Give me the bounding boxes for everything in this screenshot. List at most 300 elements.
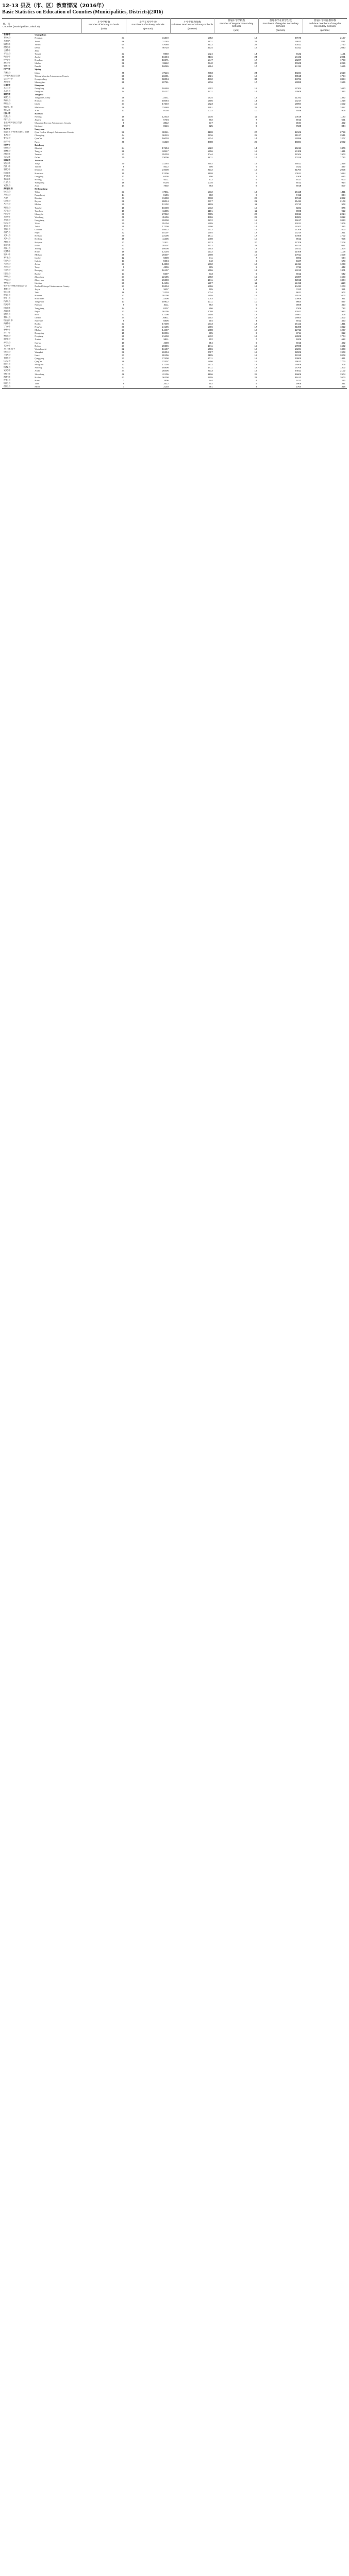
- row-name-zh: 洮南市: [4, 152, 11, 156]
- cell-value: 2902: [340, 140, 345, 143]
- column-header-en: Enrolment of Regular Secondary Schools: [262, 22, 299, 28]
- table-title-zh: 12-13 县及（市、区）教育情况（2016年）: [2, 3, 107, 9]
- cell-value: 11: [254, 209, 257, 212]
- column-header-zh: 小学在校学生数: [139, 21, 157, 24]
- cell-value: 31245: [162, 162, 169, 165]
- row-name-zh: 柳河县: [4, 103, 11, 106]
- cell-value: 17: [254, 222, 257, 225]
- cell-value: 20: [254, 212, 257, 215]
- cell-value: 27: [122, 103, 125, 106]
- cell-value: 17106: [162, 313, 169, 316]
- row-name-en: Fangzheng: [35, 194, 45, 197]
- cell-value: 7206: [296, 307, 302, 310]
- cell-value: 517: [209, 122, 213, 124]
- row-name-zh: 北安市: [4, 344, 11, 347]
- cell-value: 3112: [208, 43, 213, 46]
- cell-value: 7: [255, 257, 257, 260]
- cell-value: 23401: [162, 74, 169, 77]
- row-name-en: Fuyu: [35, 140, 40, 143]
- row-name-zh: 兰西县: [4, 353, 11, 357]
- cell-value: 9221: [296, 206, 302, 209]
- cell-value: 402: [209, 382, 213, 385]
- cell-value: 16: [122, 291, 125, 294]
- cell-value: 11203: [162, 291, 169, 294]
- cell-value: 10: [254, 238, 257, 241]
- cell-value: 13104: [162, 250, 169, 253]
- row-name-en: Tahe: [35, 382, 39, 385]
- cell-value: 5911: [163, 338, 169, 341]
- cell-value: 702: [209, 338, 213, 341]
- cell-value: 18: [254, 162, 257, 165]
- cell-value: 2405: [207, 212, 213, 215]
- cell-value: 22: [122, 231, 125, 234]
- cell-value: 1411: [208, 366, 213, 369]
- row-name-zh: 林口县: [4, 316, 11, 319]
- cell-value: 2705: [207, 376, 213, 379]
- row-name-zh: 安达市: [4, 369, 11, 372]
- cell-value: 834: [341, 194, 345, 197]
- cell-value: 1784: [340, 74, 345, 77]
- cell-value: 10: [254, 109, 257, 112]
- row-name-en: Yitong Manchu Autonomous County: [35, 74, 69, 77]
- row-name-en: Sunwu: [35, 341, 41, 344]
- cell-value: 32: [122, 350, 125, 353]
- cell-value: 978: [341, 203, 345, 206]
- cell-value: 31: [122, 37, 125, 40]
- cell-value: 22105: [162, 275, 169, 278]
- cell-value: 4013: [296, 341, 302, 344]
- cell-value: 29016: [294, 106, 302, 109]
- row-name-en: Longjiang: [35, 218, 44, 222]
- cell-value: 9104: [163, 181, 169, 184]
- cell-value: 1305: [340, 363, 345, 366]
- cell-value: 1502: [340, 103, 345, 106]
- cell-value: 11205: [162, 238, 169, 241]
- cell-value: 1406: [207, 269, 213, 272]
- cell-value: 3044: [296, 122, 302, 124]
- row-name-en: Baishan: [35, 112, 43, 115]
- cell-value: 1812: [207, 335, 213, 338]
- cell-value: 25: [254, 134, 257, 137]
- row-name-en: Wangkui: [35, 350, 43, 353]
- row-name-zh: 桦川县: [4, 297, 11, 300]
- cell-value: 36208: [162, 376, 169, 379]
- cell-value: 17208: [294, 228, 302, 231]
- row-name-zh: 讷河市: [4, 244, 11, 247]
- cell-value: 7: [255, 118, 257, 121]
- cell-value: 23: [122, 269, 125, 272]
- row-name-en: Boli: [35, 313, 39, 316]
- cell-value: 3711: [296, 266, 302, 269]
- row-name-en: Huinan: [35, 99, 42, 103]
- cell-value: 2167: [340, 37, 345, 40]
- row-name-en: Hailin: [35, 323, 41, 325]
- row-name-en: Changchun: [35, 33, 46, 37]
- cell-value: 20306: [162, 344, 169, 347]
- cell-value: 1702: [340, 234, 345, 238]
- cell-value: 806: [209, 175, 213, 178]
- cell-value: 504: [209, 319, 213, 322]
- cell-value: 1308: [207, 329, 213, 332]
- cell-value: 9: [255, 332, 257, 335]
- cell-value: 2413: [296, 379, 302, 382]
- cell-value: 3012: [340, 215, 345, 218]
- cell-value: 2704: [296, 385, 302, 388]
- row-name-en: Jiayin: [35, 287, 41, 291]
- cell-value: 1108: [208, 172, 213, 175]
- cell-value: 2806: [163, 379, 169, 382]
- cell-value: 52: [122, 131, 125, 134]
- cell-value: 5913: [296, 118, 302, 121]
- cell-value: 30: [122, 162, 125, 165]
- cell-value: 2713: [340, 43, 345, 46]
- row-name-en: Yushu: [35, 43, 41, 46]
- cell-value: [126, 33, 170, 37]
- cell-value: 1911: [340, 357, 345, 360]
- cell-value: 17240: [162, 103, 169, 106]
- cell-value: 1302: [340, 366, 345, 369]
- cell-value: 15: [254, 253, 257, 256]
- cell-value: 19: [122, 115, 125, 118]
- cell-value: 1908: [340, 350, 345, 353]
- cell-value: 292: [341, 379, 345, 382]
- cell-value: 21: [122, 263, 125, 266]
- cell-value: 8: [123, 165, 125, 168]
- cell-value: 16806: [162, 366, 169, 369]
- row-name-zh: 木兰县: [4, 203, 11, 206]
- cell-value: 1511: [340, 149, 345, 152]
- cell-value: 1312: [207, 263, 213, 266]
- cell-value: 2108: [340, 200, 345, 203]
- cell-value: 9132: [296, 52, 302, 55]
- row-name-zh: 长白朝鲜族自治县: [4, 122, 22, 124]
- cell-value: 19: [122, 250, 125, 253]
- row-name-en: Kedong: [35, 238, 42, 241]
- page: [0, 0, 349, 389]
- row-name-zh: 延吉市: [4, 162, 11, 165]
- cell-value: 34: [122, 369, 125, 372]
- cell-value: 8714: [296, 332, 302, 335]
- cell-value: 23811: [295, 212, 302, 215]
- row-name-en: Taonan: [35, 152, 42, 156]
- row-name-zh: 青冈县: [4, 357, 11, 360]
- column-header: [303, 19, 347, 33]
- cell-value: 33511: [295, 43, 302, 46]
- cell-value: 12: [254, 313, 257, 316]
- cell-value: 17411: [295, 65, 302, 68]
- row-name-en: Binxian: [35, 197, 42, 200]
- row-name-zh: 大安市: [4, 156, 11, 159]
- cell-value: 5: [255, 266, 257, 269]
- cell-value: 4912: [296, 319, 302, 322]
- row-name-zh: 宾县: [4, 197, 8, 200]
- row-name-en: Zhenlai: [35, 146, 42, 149]
- cell-value: 14203: [162, 263, 169, 266]
- cell-value: 18905: [294, 335, 302, 338]
- row-name-zh: 绥芬河市: [4, 319, 13, 322]
- cell-value: 17104: [162, 363, 169, 366]
- row-name-en: Mohe: [35, 385, 40, 388]
- cell-value: 23: [122, 323, 125, 325]
- row-name-en: Ning'an: [35, 326, 42, 329]
- cell-value: 2417: [340, 106, 345, 109]
- row-name-en: Helong: [35, 178, 42, 181]
- cell-value: 914: [341, 181, 345, 184]
- column-header-en: Number of Primary Schools: [89, 24, 119, 27]
- cell-value: 15: [254, 228, 257, 231]
- cell-value: 36808: [294, 372, 302, 376]
- cell-value: 17: [254, 278, 257, 281]
- row-name-zh: 漠河县: [4, 385, 11, 388]
- cell-value: 46: [122, 40, 125, 43]
- cell-value: 25: [122, 87, 125, 90]
- cell-value: 902: [341, 291, 345, 294]
- row-name-zh: 呼玛县: [4, 379, 11, 382]
- row-name-en: Mingshui: [35, 363, 44, 366]
- row-name-en: Lindian: [35, 281, 42, 284]
- cell-value: 9812: [296, 238, 302, 241]
- row-name-en: Zhaozhou: [35, 275, 44, 278]
- cell-value: 1311: [340, 191, 345, 194]
- cell-value: 23106: [162, 234, 169, 238]
- cell-value: 844: [341, 125, 345, 128]
- row-name-zh: 辉南县: [4, 99, 11, 103]
- cell-value: 14: [254, 90, 257, 93]
- cell-value: 8: [255, 194, 257, 197]
- cell-value: 12: [254, 231, 257, 234]
- cell-value: 36219: [162, 134, 169, 137]
- row-name-zh: 通化县: [4, 96, 11, 99]
- cell-value: 22906: [294, 350, 302, 353]
- cell-value: 11: [122, 118, 125, 121]
- cell-value: 7: [255, 175, 257, 178]
- cell-value: 1411: [208, 90, 213, 93]
- cell-value: 25203: [162, 152, 169, 156]
- cell-value: 27: [122, 344, 125, 347]
- cell-value: 482: [341, 341, 345, 344]
- row-name-en: Nehe: [35, 244, 40, 247]
- column-header: [82, 19, 126, 33]
- cell-value: 16003: [162, 137, 169, 140]
- row-name-zh: 庆安县: [4, 360, 11, 363]
- cell-value: 14: [254, 137, 257, 140]
- cell-value: 22: [122, 347, 125, 350]
- cell-value: 9: [123, 122, 125, 124]
- cell-value: 712: [209, 178, 213, 181]
- row-name-zh: 依兰县: [4, 191, 11, 194]
- cell-value: 24: [254, 56, 257, 59]
- cell-value: 8: [123, 382, 125, 385]
- cell-value: 14013: [294, 269, 302, 272]
- cell-value: 8516: [163, 125, 169, 128]
- cell-value: 15: [254, 87, 257, 90]
- cell-value: 1705: [207, 294, 213, 297]
- cell-value: 22307: [162, 360, 169, 363]
- cell-value: 21308: [294, 326, 302, 329]
- cell-value: 12: [254, 263, 257, 266]
- row-name-zh: 宁安市: [4, 326, 11, 329]
- cell-value: 24: [122, 146, 125, 149]
- cell-value: 6405: [163, 175, 169, 178]
- row-name-en: Ji'an: [35, 109, 39, 112]
- row-name-en: Hulin: [35, 250, 40, 253]
- row-name-en: Keshan: [35, 234, 42, 238]
- cell-value: 10: [254, 206, 257, 209]
- cell-value: 20311: [295, 46, 302, 49]
- row-name-en: Changbai Korean Autonomous County: [35, 122, 71, 124]
- cell-value: 26: [254, 372, 257, 376]
- cell-value: 1412: [207, 363, 213, 366]
- cell-value: 651: [341, 118, 345, 121]
- cell-value: 33: [254, 77, 257, 80]
- row-name-zh: 逊克县: [4, 338, 11, 341]
- cell-value: 2011: [340, 40, 345, 43]
- cell-value: 27: [122, 275, 125, 278]
- cell-value: 11: [122, 178, 125, 181]
- cell-value: 1011: [208, 300, 213, 303]
- cell-value: 18: [254, 310, 257, 313]
- cell-value: 6: [255, 272, 257, 275]
- cell-value: 7846: [296, 109, 302, 112]
- cell-value: 14106: [162, 281, 169, 284]
- column-header: [170, 19, 214, 33]
- column-header-en: Full-time Teachers of Primary Schools: [171, 24, 213, 27]
- cell-value: 17: [122, 300, 125, 303]
- row-name-zh: 永吉县: [4, 52, 11, 55]
- cell-value: 505: [209, 266, 213, 269]
- row-name-zh: 尚志市: [4, 212, 11, 215]
- cell-value: 1306: [340, 313, 345, 316]
- cell-value: 31208: [162, 197, 169, 200]
- cell-value: 1012: [207, 206, 213, 209]
- column-header-en: Counties (Municipalities, Districts): [3, 26, 40, 29]
- cell-value: 10: [122, 341, 125, 344]
- cell-value: 1806: [207, 360, 213, 363]
- cell-value: 2044: [207, 152, 213, 156]
- cell-value: 2043: [340, 46, 345, 49]
- cell-value: 23805: [294, 357, 302, 360]
- cell-value: 2904: [340, 372, 345, 376]
- cell-value: 20: [254, 241, 257, 244]
- cell-value: 22011: [295, 222, 302, 225]
- cell-value: 2102: [340, 369, 345, 372]
- cell-value: 26204: [162, 350, 169, 353]
- cell-value: 361: [341, 287, 345, 291]
- cell-value: 18065: [162, 65, 169, 68]
- cell-value: 12: [122, 257, 125, 260]
- cell-value: 18450: [162, 87, 169, 90]
- cell-value: 1610: [340, 87, 345, 90]
- cell-value: 1811: [208, 234, 213, 238]
- cell-value: 453: [341, 319, 345, 322]
- cell-value: 41220: [162, 140, 169, 143]
- cell-value: 912: [341, 209, 345, 212]
- cell-value: 33: [122, 353, 125, 357]
- cell-value: 612: [341, 338, 345, 341]
- cell-value: 11: [254, 250, 257, 253]
- row-name-zh: 抚远市: [4, 303, 11, 307]
- row-name-en: Wudalianchi: [35, 347, 47, 350]
- cell-value: 15118: [295, 191, 302, 194]
- cell-value: 1032: [207, 109, 213, 112]
- cell-value: 64: [122, 43, 125, 46]
- table-body: [2, 33, 347, 389]
- cell-value: 27: [254, 131, 257, 134]
- cell-value: 4812: [296, 272, 302, 275]
- row-name-en: Qian Gorlos Mongol Autonomous County: [35, 131, 74, 134]
- cell-value: 1406: [207, 347, 213, 350]
- row-name-en: Tonghua: [35, 93, 44, 96]
- cell-value: 712: [341, 307, 345, 310]
- cell-value: 9: [255, 172, 257, 175]
- cell-value: 902: [209, 194, 213, 197]
- cell-value: 31349: [162, 37, 169, 40]
- cell-value: 31127: [295, 134, 302, 137]
- row-name-zh: 榆树市: [4, 43, 11, 46]
- cell-value: 18: [254, 152, 257, 156]
- cell-value: 15211: [295, 146, 302, 149]
- cell-value: 437: [341, 165, 345, 168]
- row-name-en: Dongliao: [35, 90, 44, 93]
- row-name-en: Meihekou: [35, 106, 44, 109]
- column-header-zh: 普通中学专任教师数: [313, 20, 336, 22]
- row-name-zh: 鸡东县: [4, 247, 11, 250]
- cell-value: 9: [255, 291, 257, 294]
- row-name-en: Fusong: [35, 115, 42, 118]
- cell-value: [214, 33, 259, 37]
- cell-value: 18: [254, 350, 257, 353]
- cell-value: 1602: [207, 87, 213, 90]
- cell-value: 12711: [295, 329, 302, 332]
- cell-value: 33: [122, 310, 125, 313]
- cell-value: 16204: [162, 56, 169, 59]
- cell-value: 15904: [294, 103, 302, 106]
- row-name-en: Dongning: [35, 332, 44, 335]
- row-name-en: Youyi: [35, 266, 41, 269]
- cell-value: 12: [254, 329, 257, 332]
- cell-value: 2908: [296, 382, 302, 385]
- cell-value: 17: [254, 65, 257, 68]
- cell-value: 15064: [162, 99, 169, 103]
- cell-value: 28: [122, 96, 125, 99]
- cell-value: 2008: [340, 353, 345, 357]
- cell-value: 11408: [295, 250, 302, 253]
- cell-value: 1203: [340, 284, 345, 287]
- cell-value: 5309: [296, 175, 302, 178]
- row-name-zh: 辽源市: [4, 83, 11, 87]
- row-name-en: Anda: [35, 369, 40, 372]
- cell-value: 2131: [207, 40, 213, 43]
- cell-value: 15127: [162, 90, 169, 93]
- cell-value: 1711: [208, 344, 213, 347]
- cell-value: 17: [122, 109, 125, 112]
- row-name-en: Zhaoyuan: [35, 278, 44, 281]
- cell-value: 29: [122, 335, 125, 338]
- cell-value: 11: [254, 203, 257, 206]
- cell-value: 2256: [340, 62, 345, 65]
- cell-value: 542: [341, 272, 345, 275]
- cell-value: 22911: [295, 310, 302, 313]
- row-name-en: Jilin: [35, 49, 39, 52]
- cell-value: 1101: [208, 209, 213, 212]
- title-block: [2, 3, 347, 15]
- cell-value: 26105: [162, 310, 169, 313]
- cell-value: 8: [123, 287, 125, 291]
- cell-value: 10: [254, 297, 257, 300]
- cell-value: 30224: [294, 71, 302, 74]
- cell-value: 8: [255, 184, 257, 187]
- cell-value: 2511: [340, 244, 345, 247]
